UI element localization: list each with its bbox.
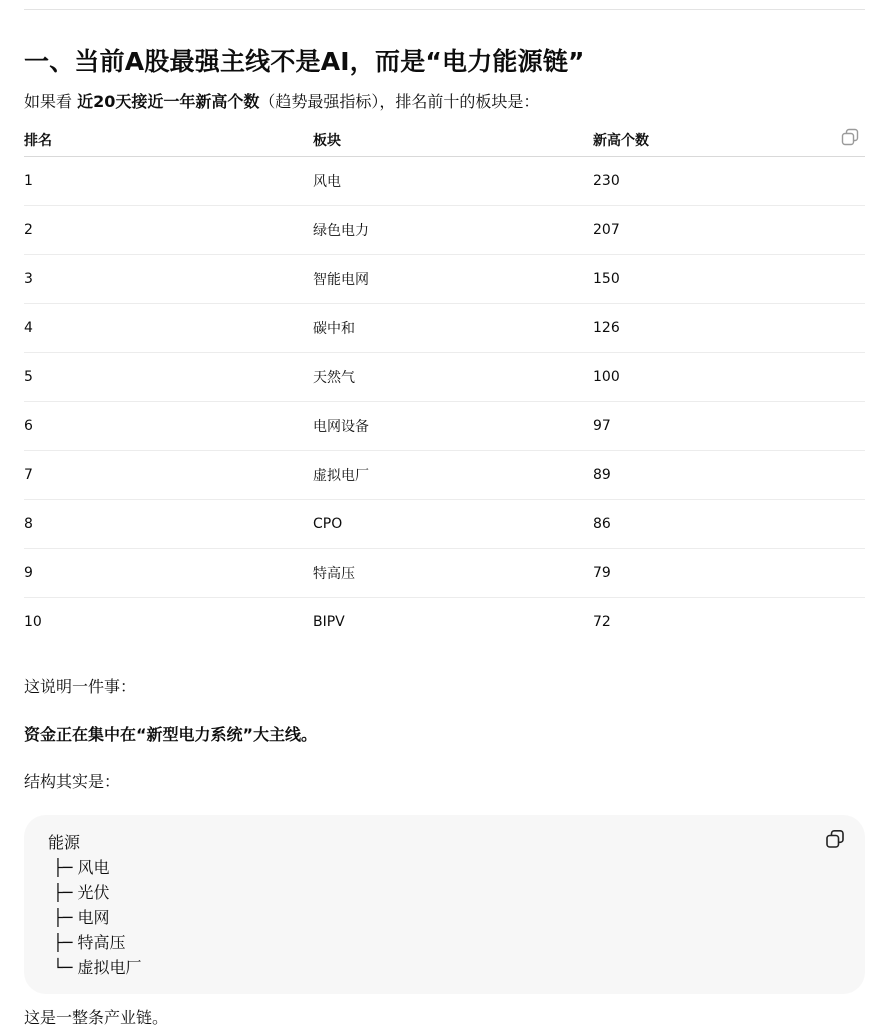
code-line: └─ 虚拟电厂 xyxy=(48,958,142,977)
cell-count: 150 xyxy=(593,271,620,287)
cell-count: 230 xyxy=(593,173,620,189)
code-content xyxy=(48,830,141,980)
ranking-table xyxy=(24,124,865,646)
cell-rank: 4 xyxy=(24,320,33,336)
section-heading: 一、当前A股最强主线不是AI，而是“电力能源链” xyxy=(24,47,585,76)
cell-count: 100 xyxy=(593,369,620,385)
cell-sector: 绿色电力 xyxy=(313,223,369,239)
table-row xyxy=(24,157,865,206)
paragraph-structure: 结构其实是： xyxy=(24,772,121,791)
header-new-high-count: 新高个数 xyxy=(593,133,649,149)
code-block xyxy=(24,815,865,994)
cell-rank: 5 xyxy=(24,369,33,385)
cell-count: 86 xyxy=(593,516,611,532)
cell-count: 89 xyxy=(593,467,611,483)
header-sector: 板块 xyxy=(313,133,341,149)
cell-count: 79 xyxy=(593,565,611,581)
intro-prefix: 如果看 xyxy=(24,92,78,111)
table-row xyxy=(24,598,865,646)
cell-sector: 电网设备 xyxy=(313,419,369,435)
table-row xyxy=(24,549,865,598)
cell-sector: 特高压 xyxy=(313,566,355,582)
code-line: ├─ 光伏 xyxy=(48,883,110,902)
cell-count: 126 xyxy=(593,320,620,336)
paragraph-explanation: 这说明一件事： xyxy=(24,677,137,696)
intro-paragraph xyxy=(24,88,539,116)
cell-rank: 3 xyxy=(24,271,33,287)
cell-rank: 1 xyxy=(24,173,33,189)
table-row xyxy=(24,353,865,402)
cell-rank: 7 xyxy=(24,467,33,483)
cell-sector: 虚拟电厂 xyxy=(313,468,369,484)
cell-sector: CPO xyxy=(313,516,343,532)
table-header xyxy=(24,124,865,157)
cell-count: 72 xyxy=(593,614,611,630)
table-row xyxy=(24,206,865,255)
code-line: ├─ 特高压 xyxy=(48,933,126,952)
cell-count: 97 xyxy=(593,418,611,434)
cell-sector: 碳中和 xyxy=(313,321,355,337)
cell-rank: 8 xyxy=(24,516,33,532)
cell-rank: 10 xyxy=(24,614,42,630)
paragraph-conclusion: 资金正在集中在“新型电力系统”大主线。 xyxy=(24,725,318,744)
code-line: 能源 xyxy=(48,833,81,852)
cell-rank: 9 xyxy=(24,565,33,581)
cell-rank: 2 xyxy=(24,222,33,238)
cell-count: 207 xyxy=(593,222,620,238)
header-rank: 排名 xyxy=(24,133,52,149)
table-row xyxy=(24,304,865,353)
cell-sector: 智能电网 xyxy=(313,272,369,288)
table-row xyxy=(24,500,865,549)
cell-sector: BIPV xyxy=(313,614,345,630)
cell-rank: 6 xyxy=(24,418,33,434)
top-divider xyxy=(24,9,865,10)
table-row xyxy=(24,255,865,304)
code-line: ├─ 电网 xyxy=(48,908,110,927)
paragraph-closing: 这是一整条产业链。 xyxy=(24,1008,169,1027)
copy-icon[interactable] xyxy=(841,128,859,146)
table-row xyxy=(24,402,865,451)
intro-bold: 近20天接近一年新高个数 xyxy=(77,92,260,111)
copy-icon[interactable] xyxy=(825,829,845,849)
intro-suffix: （趋势最强指标），排名前十的板块是： xyxy=(259,92,540,111)
cell-sector: 风电 xyxy=(313,174,341,190)
table-row xyxy=(24,451,865,500)
code-line: ├─ 风电 xyxy=(48,858,110,877)
cell-sector: 天然气 xyxy=(313,370,355,386)
